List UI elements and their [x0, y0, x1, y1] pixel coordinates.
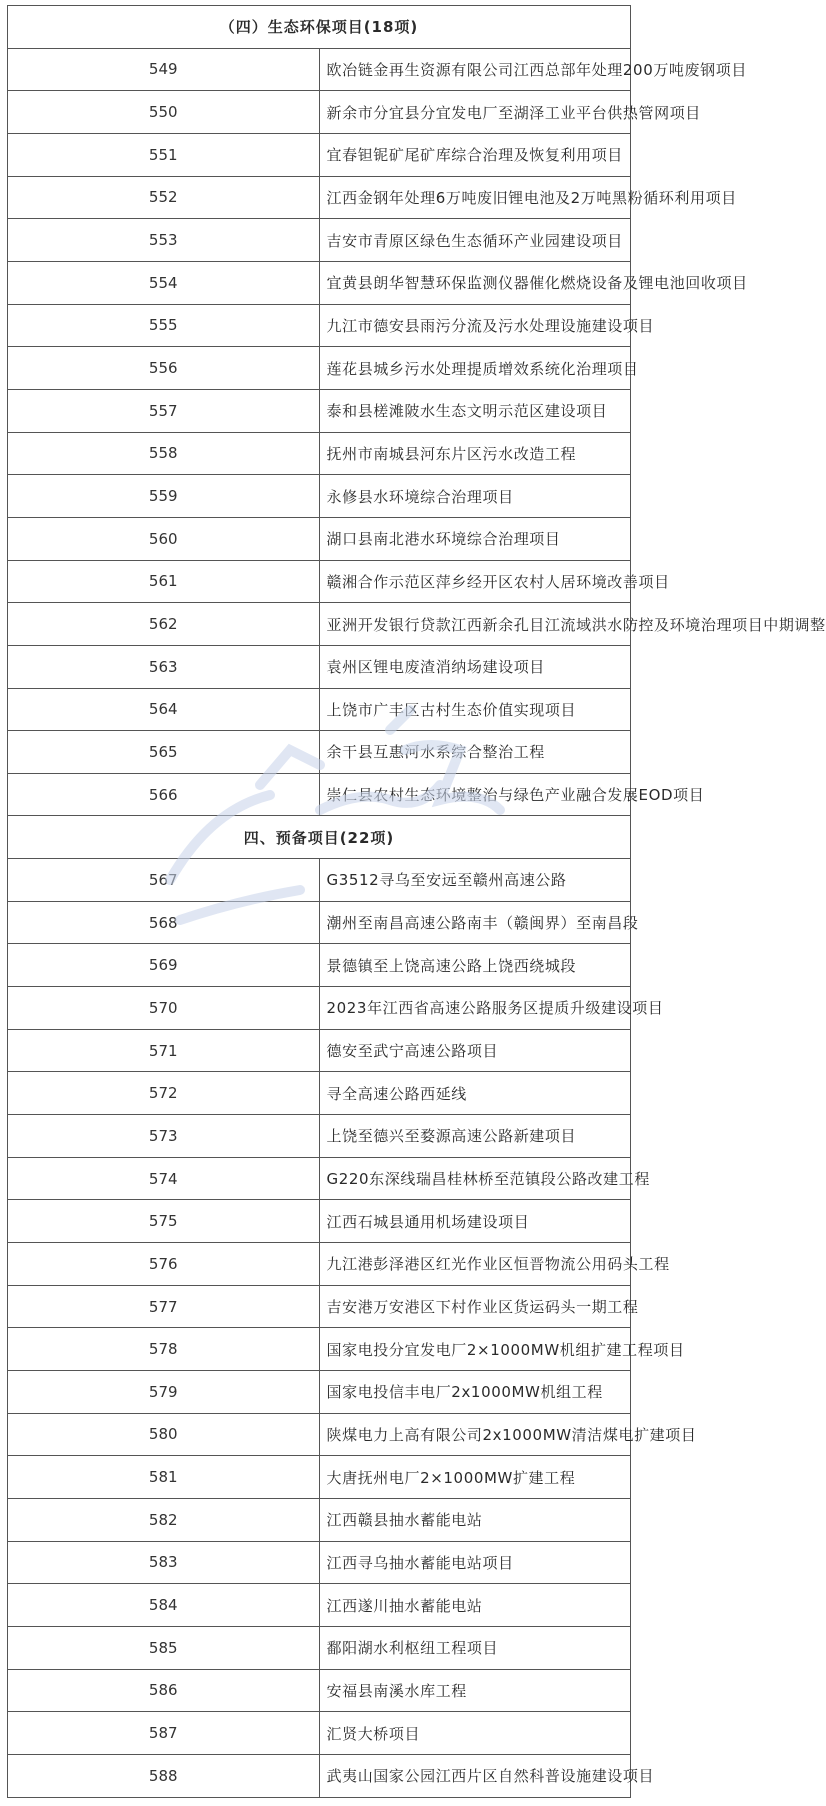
project-name: G220东深线瑞昌桂林桥至范镇段公路改建工程	[319, 1157, 631, 1200]
table-row	[8, 645, 631, 688]
table-row	[8, 91, 631, 134]
table-row	[8, 603, 631, 646]
table-row	[8, 1413, 631, 1456]
row-number: 561	[8, 560, 320, 603]
project-name: 九江市德安县雨污分流及污水处理设施建设项目	[319, 304, 631, 347]
row-number: 586	[8, 1669, 320, 1712]
table-row	[8, 1200, 631, 1243]
table-row	[8, 133, 631, 176]
row-number: 560	[8, 517, 320, 560]
table-row	[8, 1498, 631, 1541]
project-name: 江西赣县抽水蓄能电站	[319, 1498, 631, 1541]
table-row	[8, 304, 631, 347]
project-name: 吉安市青原区绿色生态循环产业园建设项目	[319, 219, 631, 262]
row-number: 549	[8, 48, 320, 91]
project-name: 陕煤电力上高有限公司2x1000MW清洁煤电扩建项目	[319, 1413, 631, 1456]
project-name: 永修县水环境综合治理项目	[319, 475, 631, 518]
table-row	[8, 1285, 631, 1328]
project-name: 汇贤大桥项目	[319, 1712, 631, 1755]
table-row	[8, 1115, 631, 1158]
row-number: 550	[8, 91, 320, 134]
row-number: 557	[8, 389, 320, 432]
table-row	[8, 1541, 631, 1584]
section-title: （四）生态环保项目(18项)	[8, 6, 631, 49]
project-name: 亚洲开发银行贷款江西新余孔目江流域洪水防控及环境治理项目中期调整	[319, 603, 631, 646]
row-number: 554	[8, 261, 320, 304]
row-number: 553	[8, 219, 320, 262]
row-number: 582	[8, 1498, 320, 1541]
table-row	[8, 389, 631, 432]
row-number: 551	[8, 133, 320, 176]
table-row	[8, 1584, 631, 1627]
project-name: 景德镇至上饶高速公路上饶西绕城段	[319, 944, 631, 987]
project-name: 寻全高速公路西延线	[319, 1072, 631, 1115]
row-number: 580	[8, 1413, 320, 1456]
table-row	[8, 1072, 631, 1115]
project-name: 抚州市南城县河东片区污水改造工程	[319, 432, 631, 475]
project-name: 莲花县城乡污水处理提质增效系统化治理项目	[319, 347, 631, 390]
row-number: 569	[8, 944, 320, 987]
project-name: 鄱阳湖水利枢纽工程项目	[319, 1626, 631, 1669]
project-name: 崇仁县农村生态环境整治与绿色产业融合发展EOD项目	[319, 773, 631, 816]
project-table	[7, 5, 826, 1798]
row-number: 564	[8, 688, 320, 731]
table-row	[8, 1712, 631, 1755]
table-row	[8, 1157, 631, 1200]
row-number: 568	[8, 901, 320, 944]
project-name: 泰和县槎滩陂水生态文明示范区建设项目	[319, 389, 631, 432]
table-row	[8, 1371, 631, 1414]
table-row	[8, 901, 631, 944]
table-row	[8, 1754, 631, 1797]
row-number: 572	[8, 1072, 320, 1115]
row-number: 559	[8, 475, 320, 518]
table-row	[8, 560, 631, 603]
row-number: 581	[8, 1456, 320, 1499]
project-name: 国家电投信丰电厂2x1000MW机组工程	[319, 1371, 631, 1414]
section-header-row	[8, 6, 631, 49]
project-name: 上饶市广丰区古村生态价值实现项目	[319, 688, 631, 731]
section-title: 四、预备项目(22项)	[8, 816, 631, 859]
project-name: 大唐抚州电厂2×1000MW扩建工程	[319, 1456, 631, 1499]
table-row	[8, 48, 631, 91]
table-row	[8, 261, 631, 304]
row-number: 584	[8, 1584, 320, 1627]
project-name: 袁州区锂电废渣消纳场建设项目	[319, 645, 631, 688]
project-name: 九江港彭泽港区红光作业区恒晋物流公用码头工程	[319, 1243, 631, 1286]
row-number: 567	[8, 859, 320, 902]
project-name: 赣湘合作示范区萍乡经开区农村人居环境改善项目	[319, 560, 631, 603]
project-name: 江西石城县通用机场建设项目	[319, 1200, 631, 1243]
section-header-row	[8, 816, 631, 859]
table-row	[8, 773, 631, 816]
table-row	[8, 517, 631, 560]
table-row	[8, 219, 631, 262]
row-number: 574	[8, 1157, 320, 1200]
table-row	[8, 1029, 631, 1072]
row-number: 563	[8, 645, 320, 688]
project-name: G3512寻乌至安远至赣州高速公路	[319, 859, 631, 902]
row-number: 566	[8, 773, 320, 816]
project-name: 江西寻乌抽水蓄能电站项目	[319, 1541, 631, 1584]
table-row	[8, 1456, 631, 1499]
row-number: 555	[8, 304, 320, 347]
row-number: 587	[8, 1712, 320, 1755]
project-name: 安福县南溪水库工程	[319, 1669, 631, 1712]
table-row	[8, 987, 631, 1030]
table-row	[8, 1669, 631, 1712]
table-row	[8, 432, 631, 475]
table-row	[8, 176, 631, 219]
row-number: 585	[8, 1626, 320, 1669]
project-name: 国家电投分宜发电厂2×1000MW机组扩建工程项目	[319, 1328, 631, 1371]
table-row	[8, 1243, 631, 1286]
row-number: 565	[8, 731, 320, 774]
row-number: 578	[8, 1328, 320, 1371]
row-number: 577	[8, 1285, 320, 1328]
project-name: 德安至武宁高速公路项目	[319, 1029, 631, 1072]
project-name: 潮州至南昌高速公路南丰（赣闽界）至南昌段	[319, 901, 631, 944]
project-name: 宜春钽铌矿尾矿库综合治理及恢复利用项目	[319, 133, 631, 176]
table-row	[8, 1626, 631, 1669]
project-name: 欧冶链金再生资源有限公司江西总部年处理200万吨废钢项目	[319, 48, 631, 91]
table-row	[8, 731, 631, 774]
row-number: 556	[8, 347, 320, 390]
project-name: 新余市分宜县分宜发电厂至湖泽工业平台供热管网项目	[319, 91, 631, 134]
row-number: 558	[8, 432, 320, 475]
row-number: 562	[8, 603, 320, 646]
project-name: 武夷山国家公园江西片区自然科普设施建设项目	[319, 1754, 631, 1797]
table-row	[8, 859, 631, 902]
project-name: 上饶至德兴至婺源高速公路新建项目	[319, 1115, 631, 1158]
row-number: 579	[8, 1371, 320, 1414]
project-name: 2023年江西省高速公路服务区提质升级建设项目	[319, 987, 631, 1030]
row-number: 570	[8, 987, 320, 1030]
project-name: 江西金钢年处理6万吨废旧锂电池及2万吨黑粉循环利用项目	[319, 176, 631, 219]
project-name: 江西遂川抽水蓄能电站	[319, 1584, 631, 1627]
row-number: 576	[8, 1243, 320, 1286]
row-number: 575	[8, 1200, 320, 1243]
table-row	[8, 1328, 631, 1371]
row-number: 588	[8, 1754, 320, 1797]
project-name: 湖口县南北港水环境综合治理项目	[319, 517, 631, 560]
row-number: 583	[8, 1541, 320, 1584]
row-number: 573	[8, 1115, 320, 1158]
table-row	[8, 944, 631, 987]
table-body	[8, 6, 826, 1798]
project-name: 余干县互惠河水系综合整治工程	[319, 731, 631, 774]
table-row	[8, 347, 631, 390]
table-row	[8, 688, 631, 731]
table-row	[8, 475, 631, 518]
row-number: 552	[8, 176, 320, 219]
row-number: 571	[8, 1029, 320, 1072]
project-name: 宜黄县朗华智慧环保监测仪器催化燃烧设备及锂电池回收项目	[319, 261, 631, 304]
project-name: 吉安港万安港区下村作业区货运码头一期工程	[319, 1285, 631, 1328]
